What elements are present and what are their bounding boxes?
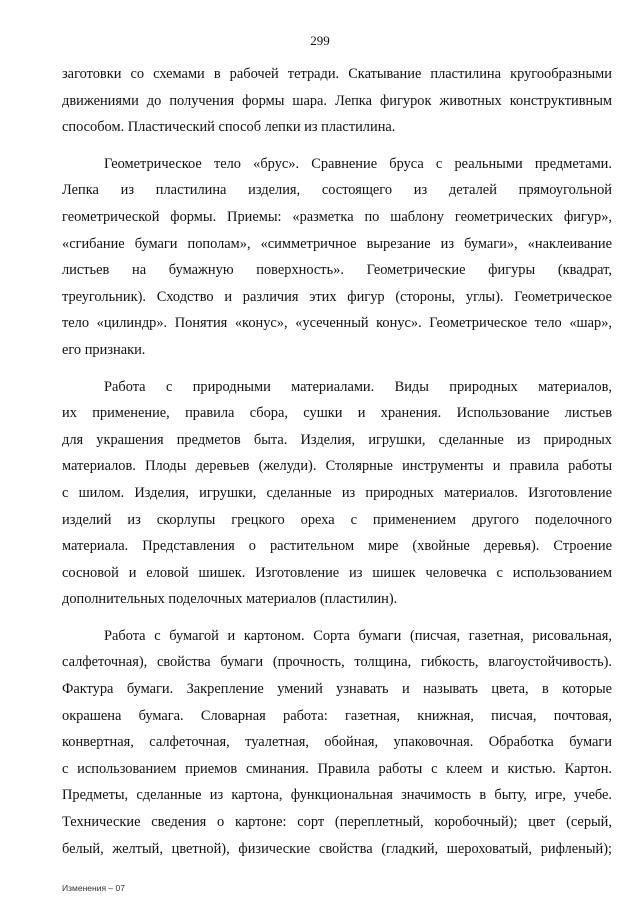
paragraph-line: салфеточная), свойства бумаги (прочность, толщина, гибкость, влагоустойчивость). (62, 654, 612, 671)
paragraph-line: с использованием приемов сминания. Правила работы с клеем и кистью. Картон. (62, 760, 612, 777)
paragraph-line: движениями до получения формы шара. Лепка фигурок животных конструктивным (62, 92, 612, 109)
paragraph-line: Технические сведения о картоне: сорт (переплетный, коробочный); цвет (серый, (62, 814, 612, 831)
paragraph-line: способом. Пластический способ лепки из пластилина. (62, 119, 396, 136)
paragraph-line: геометрической формы. Приемы: «разметка по шаблону геометрических фигур», (62, 208, 612, 225)
paragraph-line: материала. Представления о растительном мире (хвойные деревья). Строение (62, 538, 612, 555)
paragraph-line: окрашена бумага. Словарная работа: газетная, книжная, писчая, почтовая, (62, 707, 612, 724)
paragraph-line: материалов. Плоды деревьев (желуди). Столярные инструменты и правила работы (62, 458, 612, 475)
paragraph-line: белый, желтый, цветной), физические свойства (гладкий, шероховатый, рифленый); (62, 840, 612, 857)
paragraph-4 (62, 623, 612, 862)
paragraph-line: заготовки со схемами в рабочей тетради. Скатывание пластилина кругообразными (62, 66, 612, 82)
page-number: 299 (310, 33, 330, 48)
paragraph-line: Предметы, сделанные из картона, функциональная значимость в быту, игре, учебе. (62, 787, 612, 804)
paragraph-line: Геометрическое тело «брус». Сравнение бруса с реальными предметами. (104, 155, 612, 172)
document-body (62, 61, 612, 862)
paragraph-line: «сгибание бумаги пополам», «симметричное вырезание из бумаги», «наклеивание (62, 235, 612, 252)
paragraph-line: изделий из скорлупы грецкого ореха с применением другого поделочного (62, 511, 612, 528)
paragraph-line: Работа с природными материалами. Виды природных материалов, (104, 378, 612, 395)
paragraph-line: конвертная, салфеточная, туалетная, обойная, упаковочная. Обработка бумаги (62, 734, 612, 751)
paragraph-3 (62, 374, 612, 613)
paragraph-1 (62, 61, 612, 141)
paragraph-line: треугольник). Сходство и различия этих фигур (стороны, углы). Геометрическое (62, 288, 612, 305)
paragraph-line: с шилом. Изделия, игрушки, сделанные из природных материалов. Изготовление (62, 484, 612, 501)
paragraph-line: Работа с бумагой и картоном. Сорта бумаги (писчая, газетная, рисовальная, (104, 627, 612, 644)
paragraph-line: сосновой и еловой шишек. Изготовление из шишек человечка с использованием (62, 564, 612, 581)
paragraph-line: Фактура бумаги. Закрепление умений узнавать и называть цвета, в которые (62, 681, 612, 698)
paragraph-line: для украшения предметов быта. Изделия, игрушки, сделанные из природных (62, 431, 612, 448)
footer-revision-note: Изменения – 07 (62, 883, 125, 893)
paragraph-2 (62, 151, 612, 364)
paragraph-line: их применение, правила сбора, сушки и хранения. Использование листьев (62, 405, 612, 422)
paragraph-line: его признаки. (62, 341, 146, 358)
paragraph-line: тело «цилиндр». Понятия «конус», «усеченный конус». Геометрическое тело «шар», (62, 315, 612, 332)
paragraph-line: листьев на бумажную поверхность». Геометрические фигуры (квадрат, (62, 262, 612, 279)
paragraph-line: Лепка из пластилина изделия, состоящего из деталей прямоугольной (62, 182, 612, 199)
paragraph-line: дополнительных поделочных материалов (пластилин). (62, 591, 398, 608)
